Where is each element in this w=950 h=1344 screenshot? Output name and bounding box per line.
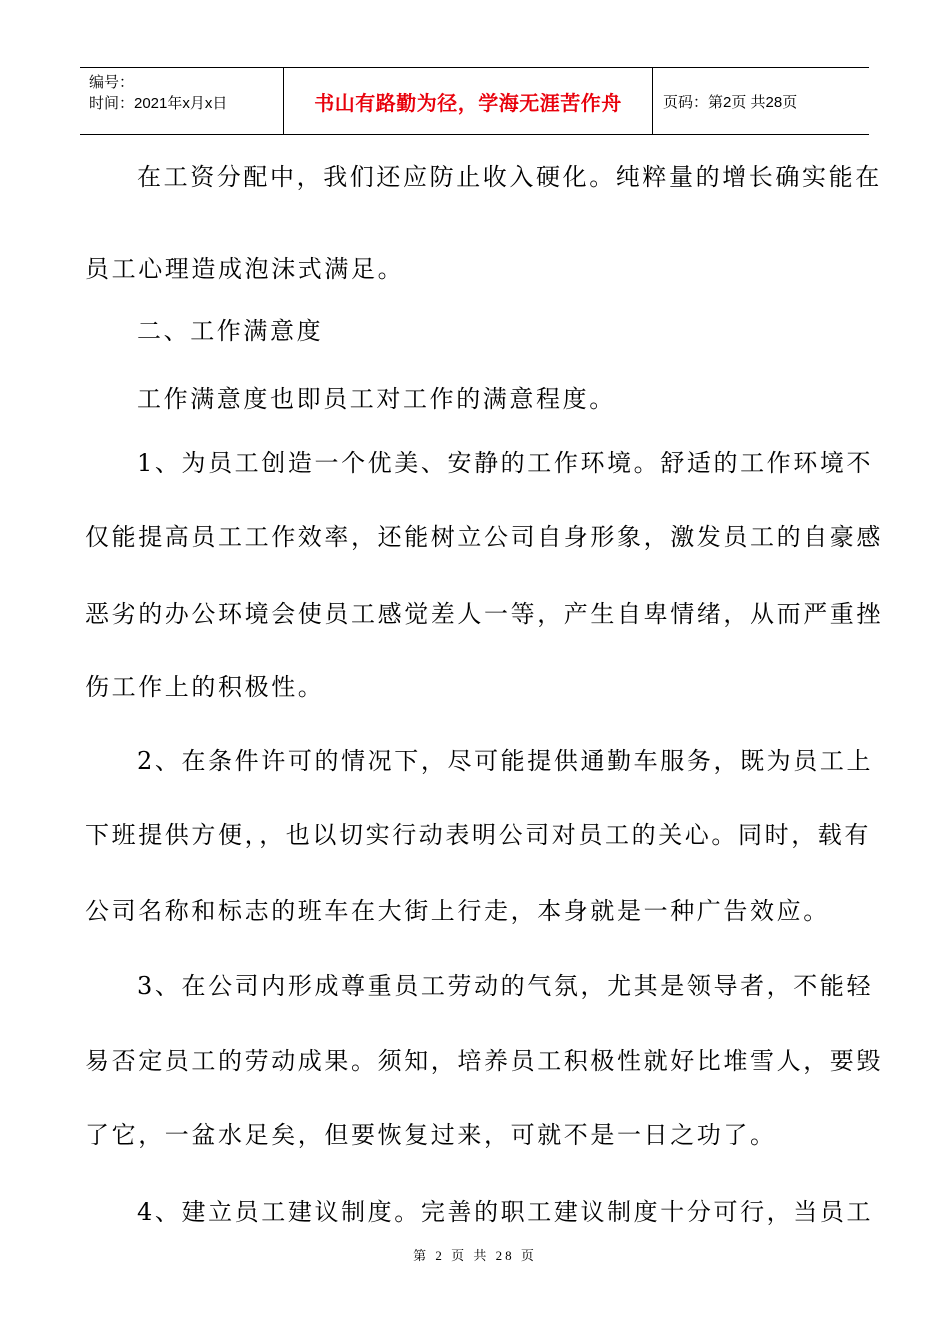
body-line: 2、在条件许可的情况下，尽可能提供通勤车服务，既为员工上 (137, 747, 874, 775)
page-footer: 第 2 页 共 28 页 (413, 1248, 537, 1263)
body-line: 在工资分配中，我们还应防止收入硬化。纯粹量的增长确实能在 (137, 163, 882, 191)
header-meta (80, 68, 283, 134)
body-line: 4、建立员工建议制度。完善的职工建议制度十分可行，当员工 (137, 1198, 874, 1226)
body-line: 员工心理造成泡沫式满足。 (85, 255, 405, 283)
header-motto: 书山有路勤为径，学海无涯苦作舟 (314, 92, 622, 115)
body-line: 3、在公司内形成尊重员工劳动的气氛，尤其是领导者，不能轻 (137, 972, 874, 1000)
page-header (80, 67, 869, 135)
document-time-label: 时间：2021年x月x日 (89, 95, 228, 112)
body-line: 仅能提高员工工作效率，还能树立公司自身形象，激发员工的自豪感 (85, 523, 883, 551)
body-line: 1、为员工创造一个优美、安静的工作环境。舒适的工作环境不 (137, 449, 874, 477)
header-page-info: 页码：第2页 共28页 (663, 93, 798, 111)
body-line: 公司名称和标志的班车在大街上行走，本身就是一种广告效应。 (85, 897, 830, 925)
document-number-label: 编号： (89, 74, 135, 91)
body-line: 了它，一盆水足矣，但要恢复过来，可就不是一日之功了。 (85, 1121, 777, 1149)
header-page-cell (653, 68, 869, 134)
section-heading: 二、工作满意度 (137, 317, 324, 345)
body-line: 工作满意度也即员工对工作的满意程度。 (137, 385, 616, 413)
body-line: 恶劣的办公环境会使员工感觉差人一等，产生自卑情绪，从而严重挫 (85, 600, 883, 628)
body-line: 易否定员工的劳动成果。须知，培养员工积极性就好比堆雪人，要毁 (85, 1047, 883, 1075)
body-line: 伤工作上的积极性。 (85, 673, 325, 701)
header-motto-cell (283, 68, 653, 134)
body-line: 下班提供方便，，也以切实行动表明公司对员工的关心。同时，载有 (85, 821, 871, 849)
